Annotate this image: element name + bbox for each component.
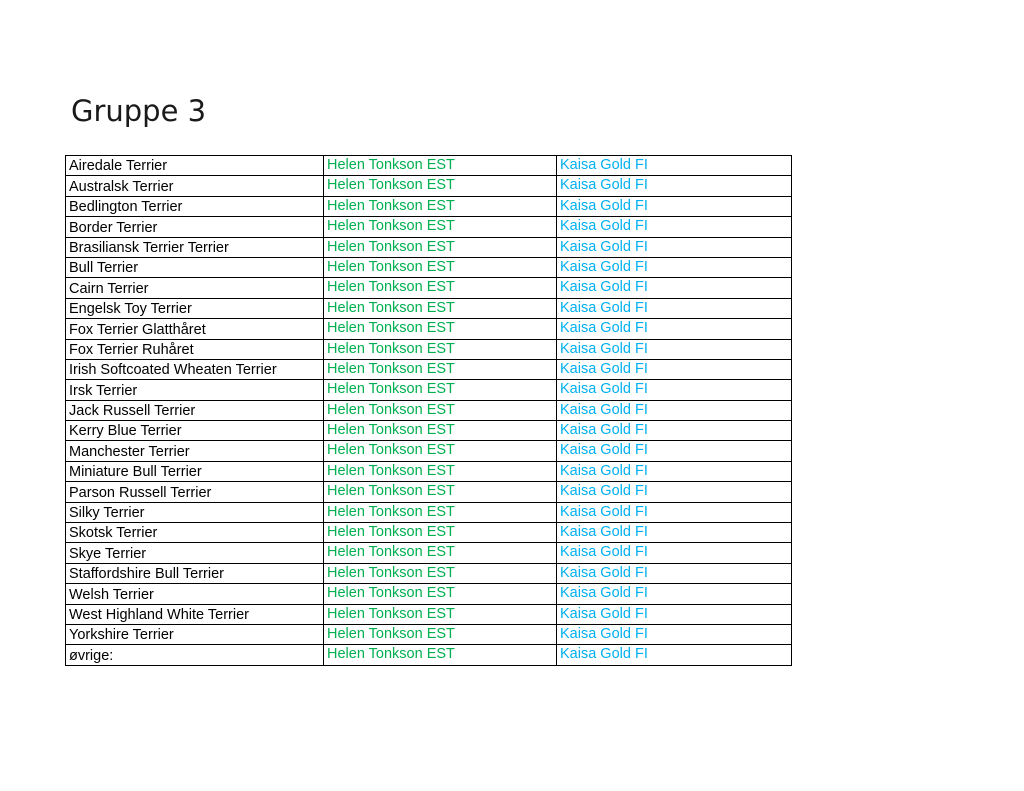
- judge-cell: Kaisa Gold FI: [557, 421, 792, 441]
- breed-cell: Engelsk Toy Terrier: [66, 298, 324, 318]
- table-row: [66, 217, 792, 237]
- table-row: [66, 523, 792, 543]
- table-row: [66, 298, 792, 318]
- judge-cell: Kaisa Gold FI: [557, 359, 792, 379]
- table-row: [66, 461, 792, 481]
- judge-cell: Helen Tonkson EST: [324, 563, 557, 583]
- judge-cell: Helen Tonkson EST: [324, 176, 557, 196]
- breed-cell: Bull Terrier: [66, 257, 324, 277]
- judge-cell: Helen Tonkson EST: [324, 421, 557, 441]
- table-row: [66, 176, 792, 196]
- judge-cell: Kaisa Gold FI: [557, 237, 792, 257]
- breed-cell: Staffordshire Bull Terrier: [66, 563, 324, 583]
- judge-cell: Helen Tonkson EST: [324, 319, 557, 339]
- judge-cell: Helen Tonkson EST: [324, 237, 557, 257]
- breed-cell: Cairn Terrier: [66, 278, 324, 298]
- judge-cell: Kaisa Gold FI: [557, 645, 792, 665]
- judge-cell: Helen Tonkson EST: [324, 257, 557, 277]
- judge-cell: Helen Tonkson EST: [324, 400, 557, 420]
- breed-cell: Skotsk Terrier: [66, 523, 324, 543]
- judge-cell: Helen Tonkson EST: [324, 441, 557, 461]
- breed-cell: Australsk Terrier: [66, 176, 324, 196]
- table-row: [66, 196, 792, 216]
- table-row: [66, 400, 792, 420]
- judge-cell: Kaisa Gold FI: [557, 380, 792, 400]
- breed-cell: Welsh Terrier: [66, 584, 324, 604]
- judge-cell: Kaisa Gold FI: [557, 624, 792, 644]
- judge-cell: Kaisa Gold FI: [557, 339, 792, 359]
- breed-cell: Irsk Terrier: [66, 380, 324, 400]
- table-row: [66, 584, 792, 604]
- judge-cell: Kaisa Gold FI: [557, 278, 792, 298]
- judge-cell: Kaisa Gold FI: [557, 217, 792, 237]
- judge-cell: Helen Tonkson EST: [324, 523, 557, 543]
- table-row: [66, 257, 792, 277]
- breed-cell: Silky Terrier: [66, 502, 324, 522]
- judge-cell: Helen Tonkson EST: [324, 339, 557, 359]
- breed-cell: Skye Terrier: [66, 543, 324, 563]
- breed-cell: Fox Terrier Glatthåret: [66, 319, 324, 339]
- table-row: [66, 563, 792, 583]
- judge-cell: Kaisa Gold FI: [557, 563, 792, 583]
- table-row: [66, 380, 792, 400]
- judge-cell: Kaisa Gold FI: [557, 176, 792, 196]
- table-row: [66, 156, 792, 176]
- table-row: [66, 604, 792, 624]
- table-row: [66, 237, 792, 257]
- breed-cell: West Highland White Terrier: [66, 604, 324, 624]
- table-row: [66, 359, 792, 379]
- judge-cell: Helen Tonkson EST: [324, 217, 557, 237]
- breed-cell: Fox Terrier Ruhåret: [66, 339, 324, 359]
- breed-cell: Irish Softcoated Wheaten Terrier: [66, 359, 324, 379]
- judge-cell: Helen Tonkson EST: [324, 156, 557, 176]
- breed-cell: Parson Russell Terrier: [66, 482, 324, 502]
- breed-cell: Manchester Terrier: [66, 441, 324, 461]
- judge-cell: Helen Tonkson EST: [324, 298, 557, 318]
- table-row: [66, 421, 792, 441]
- breed-cell: Yorkshire Terrier: [66, 624, 324, 644]
- breed-cell: Bedlington Terrier: [66, 196, 324, 216]
- table-body: [66, 156, 792, 666]
- table-row: [66, 441, 792, 461]
- judge-cell: Kaisa Gold FI: [557, 461, 792, 481]
- judge-cell: Helen Tonkson EST: [324, 461, 557, 481]
- judge-cell: Kaisa Gold FI: [557, 543, 792, 563]
- table-row: [66, 278, 792, 298]
- judge-cell: Helen Tonkson EST: [324, 543, 557, 563]
- judge-cell: Helen Tonkson EST: [324, 359, 557, 379]
- table-row: [66, 319, 792, 339]
- judge-cell: Helen Tonkson EST: [324, 196, 557, 216]
- judge-cell: Kaisa Gold FI: [557, 441, 792, 461]
- table-row: [66, 645, 792, 665]
- judge-cell: Kaisa Gold FI: [557, 523, 792, 543]
- judge-cell: Kaisa Gold FI: [557, 298, 792, 318]
- table-row: [66, 624, 792, 644]
- judge-cell: Helen Tonkson EST: [324, 624, 557, 644]
- breed-cell: Kerry Blue Terrier: [66, 421, 324, 441]
- breed-cell: Airedale Terrier: [66, 156, 324, 176]
- judge-cell: Kaisa Gold FI: [557, 257, 792, 277]
- judge-cell: Kaisa Gold FI: [557, 482, 792, 502]
- breed-cell: Brasiliansk Terrier Terrier: [66, 237, 324, 257]
- table-row: [66, 543, 792, 563]
- table-row: [66, 339, 792, 359]
- judge-cell: Kaisa Gold FI: [557, 502, 792, 522]
- judge-cell: Helen Tonkson EST: [324, 482, 557, 502]
- judge-cell: Kaisa Gold FI: [557, 604, 792, 624]
- page-title: Gruppe 3: [71, 94, 207, 128]
- judge-cell: Helen Tonkson EST: [324, 604, 557, 624]
- breed-cell: Miniature Bull Terrier: [66, 461, 324, 481]
- judge-cell: Helen Tonkson EST: [324, 645, 557, 665]
- judge-cell: Kaisa Gold FI: [557, 400, 792, 420]
- judge-cell: Kaisa Gold FI: [557, 584, 792, 604]
- breed-cell: Border Terrier: [66, 217, 324, 237]
- breed-cell: Jack Russell Terrier: [66, 400, 324, 420]
- judge-cell: Helen Tonkson EST: [324, 278, 557, 298]
- table-row: [66, 502, 792, 522]
- judge-cell: Kaisa Gold FI: [557, 156, 792, 176]
- breed-cell: øvrige:: [66, 645, 324, 665]
- judge-cell: Helen Tonkson EST: [324, 584, 557, 604]
- judge-cell: Kaisa Gold FI: [557, 196, 792, 216]
- judge-cell: Kaisa Gold FI: [557, 319, 792, 339]
- judge-table: [65, 155, 792, 666]
- judge-cell: Helen Tonkson EST: [324, 502, 557, 522]
- table-row: [66, 482, 792, 502]
- judge-cell: Helen Tonkson EST: [324, 380, 557, 400]
